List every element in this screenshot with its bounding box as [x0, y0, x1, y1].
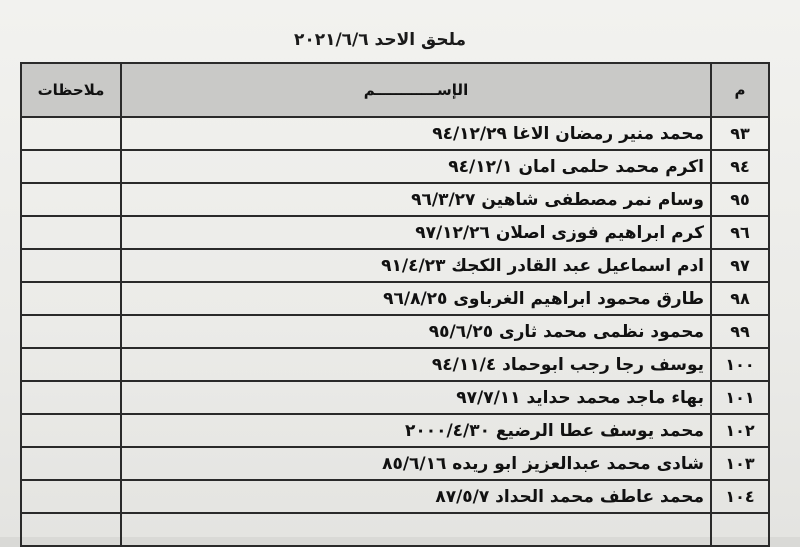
row-notes [21, 414, 121, 447]
table-row [21, 414, 769, 447]
header-notes: ملاحظات [21, 63, 121, 117]
table-row [21, 480, 769, 513]
row-notes [21, 216, 121, 249]
table-body [21, 117, 769, 546]
empty-cell [121, 513, 711, 546]
row-num: ١٠٣ [711, 447, 769, 480]
header-num: م [711, 63, 769, 117]
row-name: محمد يوسف عطا الرضيع ٢٠٠٠/٤/٣٠ [121, 414, 711, 447]
table-row [21, 117, 769, 150]
header-name: الإســــــــــــم [121, 63, 711, 117]
row-notes [21, 282, 121, 315]
empty-cell [21, 513, 121, 546]
table-row [21, 183, 769, 216]
row-notes [21, 117, 121, 150]
row-name: بهاء ماجد محمد حدايد ٩٧/٧/١١ [121, 381, 711, 414]
row-name: طارق محمود ابراهيم الغرباوى ٩٦/٨/٢٥ [121, 282, 711, 315]
row-notes [21, 183, 121, 216]
row-num: ١٠٠ [711, 348, 769, 381]
row-name: محمد عاطف محمد الحداد ٨٧/٥/٧ [121, 480, 711, 513]
row-num: ١٠٢ [711, 414, 769, 447]
row-name: وسام نمر مصطفى شاهين ٩٦/٣/٢٧ [121, 183, 711, 216]
table-row [21, 249, 769, 282]
table-row [21, 348, 769, 381]
row-notes [21, 150, 121, 183]
row-num: ٩٨ [711, 282, 769, 315]
row-notes [21, 249, 121, 282]
row-num: ٩٧ [711, 249, 769, 282]
row-num: ٩٦ [711, 216, 769, 249]
row-name: ادم اسماعيل عبد القادر الكجك ٩١/٤/٢٣ [121, 249, 711, 282]
table-row [21, 282, 769, 315]
table-row-partial [21, 513, 769, 546]
page-title: ملحق الاحد ٢٠٢١/٦/٦ [293, 30, 467, 50]
row-notes [21, 447, 121, 480]
row-name: يوسف رجا رجب ابوحماد ٩٤/١١/٤ [121, 348, 711, 381]
row-notes [21, 480, 121, 513]
row-notes [21, 315, 121, 348]
row-name: شادى محمد عبدالعزيز ابو ريده ٨٥/٦/١٦ [121, 447, 711, 480]
row-num: ٩٩ [711, 315, 769, 348]
table-row [21, 315, 769, 348]
row-name: كرم ابراهيم فوزى اصلان ٩٧/١٢/٢٦ [121, 216, 711, 249]
table-row [21, 216, 769, 249]
row-name: محمد منير رمضان الاغا ٩٤/١٢/٢٩ [121, 117, 711, 150]
row-name: اكرم محمد حلمى امان ٩٤/١٢/١ [121, 150, 711, 183]
table-row [21, 447, 769, 480]
row-notes [21, 348, 121, 381]
table-row [21, 150, 769, 183]
row-num: ١٠١ [711, 381, 769, 414]
row-name: محمود نظمى محمد ثارى ٩٥/٦/٢٥ [121, 315, 711, 348]
row-num: ٩٤ [711, 150, 769, 183]
row-num: ٩٣ [711, 117, 769, 150]
row-num: ١٠٤ [711, 480, 769, 513]
table-header-row [21, 63, 769, 117]
empty-cell [711, 513, 769, 546]
row-num: ٩٥ [711, 183, 769, 216]
row-notes [21, 381, 121, 414]
names-table [20, 62, 770, 547]
table-row [21, 381, 769, 414]
